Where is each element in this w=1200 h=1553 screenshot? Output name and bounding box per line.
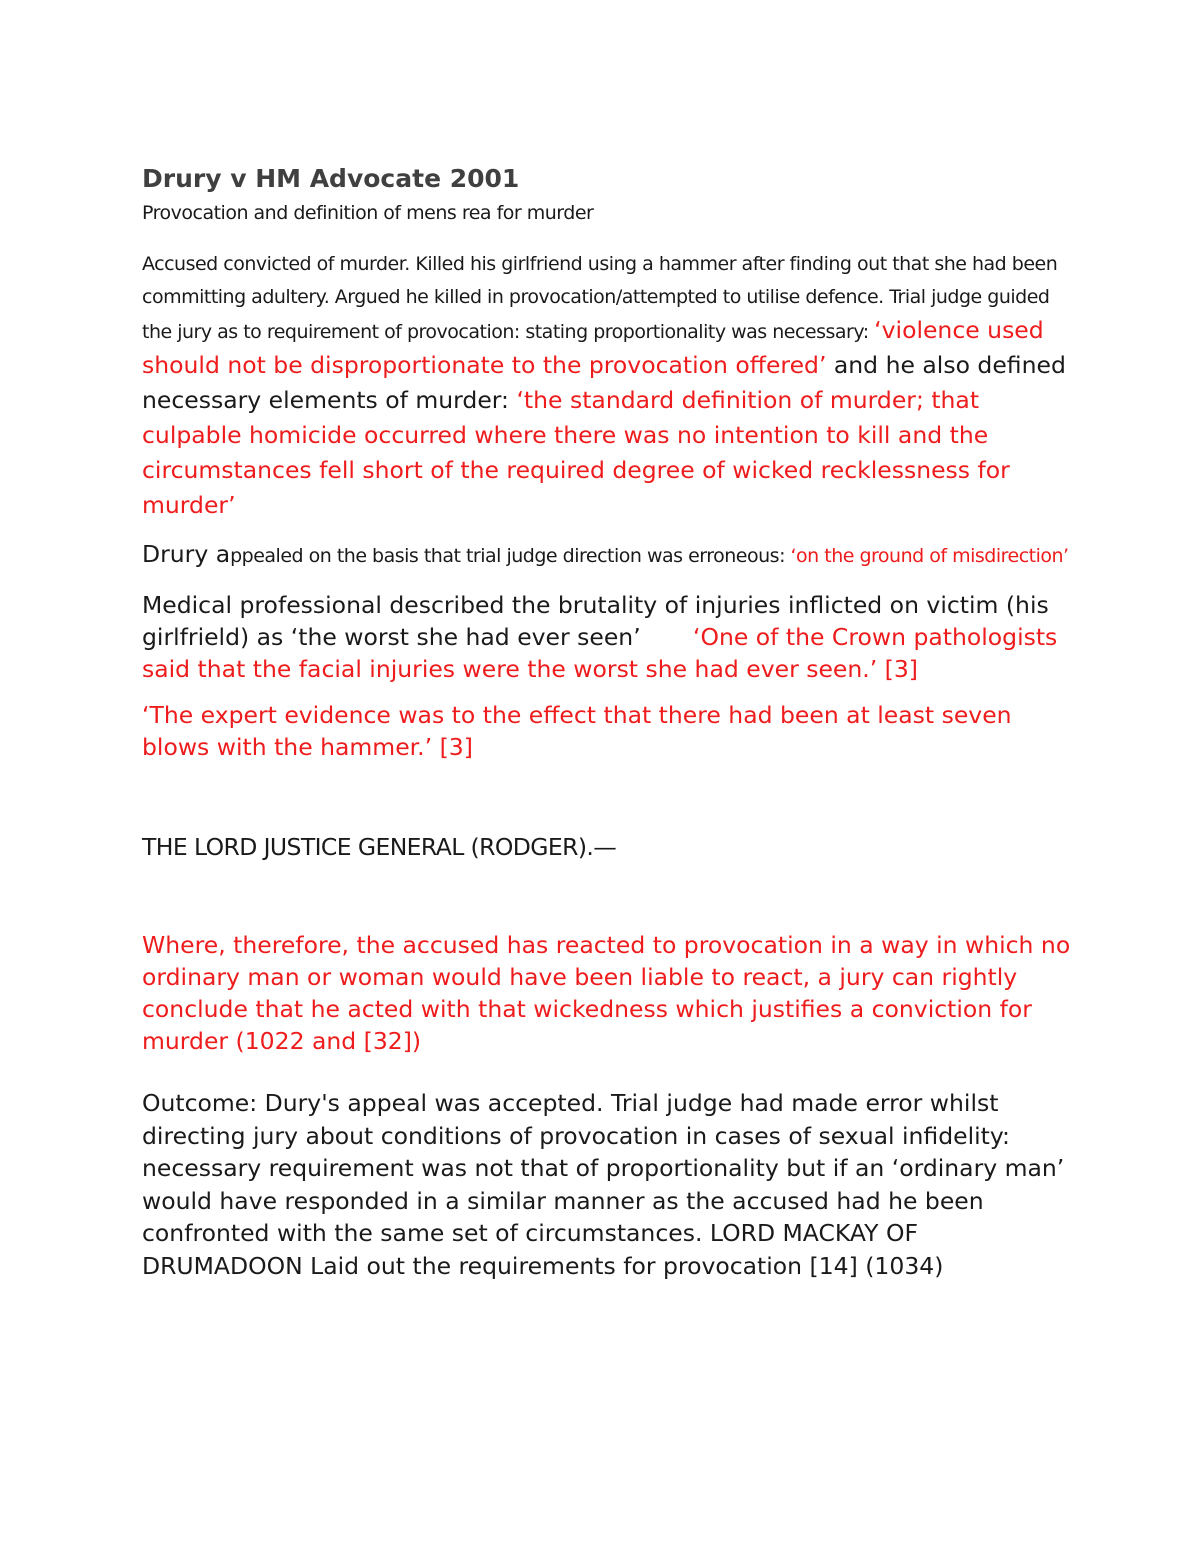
- document-page: [142, 162, 1072, 1282]
- judge-heading: THE LORD JUSTICE GENERAL (RODGER).—: [142, 833, 617, 861]
- outcome-paragraph: Outcome: Dury's appeal was accepted. Trial judge had made error whilst directing jury about conditions of provocation in cases of sexual infidelity: necessary requirement was not that of proportionality but if an ‘ordinary man’ would have responded in a similar manner as the accused had he been confronted with the same set of circumstances. LORD MACKAY OF DRUMADOON Laid out the requirements for provocation [14] (1034): [142, 1089, 1065, 1280]
- facts-text-continued: and he also defined necessary elements of murder:: [142, 351, 1066, 414]
- facts-text: Accused convicted of murder. Killed his girlfriend using a hammer after finding out that she had been committing adultery. Argued he killed in provocation/attempted to utilise defence. Trial judge guided the jury as to requirement of provocation: stating proportionality was necessary:: [142, 253, 1058, 343]
- appeal-paragraph: [142, 538, 1072, 573]
- document-title: Drury v HM Advocate 2001: [142, 164, 520, 193]
- quote-murder-definition: ‘the standard definition of murder; that culpable homicide occurred where there was no intention to kill and the circumstances fell short of the required degree of wicked recklessness for murder’: [142, 386, 1010, 519]
- document-subtitle: Provocation and definition of mens rea for murder: [142, 202, 594, 224]
- quote-misdirection: ‘on the ground of misdirection’: [790, 545, 1069, 567]
- appeal-text: ppealed on the basis that trial judge direction was erroneous:: [230, 545, 791, 567]
- facts-paragraph: [142, 248, 1072, 524]
- medical-paragraph: [142, 589, 1072, 685]
- medical-text: Medical professional described the brutality of injuries inflicted on victim (his girlfrield) as ‘the worst she had ever seen’: [142, 591, 1049, 651]
- quote-proportionality: ‘violence used should not be disproportionate to the provocation offered’: [142, 316, 1044, 379]
- quote-expert-evidence: ‘The expert evidence was to the effect that there had been at least seven blows with the hammer.’ [3]: [142, 701, 1012, 761]
- quote-pathologist: ‘One of the Crown pathologists said that the facial injuries were the worst she had ever seen.’ [3]: [142, 623, 1058, 683]
- quote-judgment: Where, therefore, the accused has reacted to provocation in a way in which no ordinary man or woman would have been liable to react, a jury can rightly conclude that he acted with that wickedness which justifies a conviction for murder (1022 and [32]): [142, 931, 1071, 1055]
- appeal-lead: Drury a: [142, 540, 231, 568]
